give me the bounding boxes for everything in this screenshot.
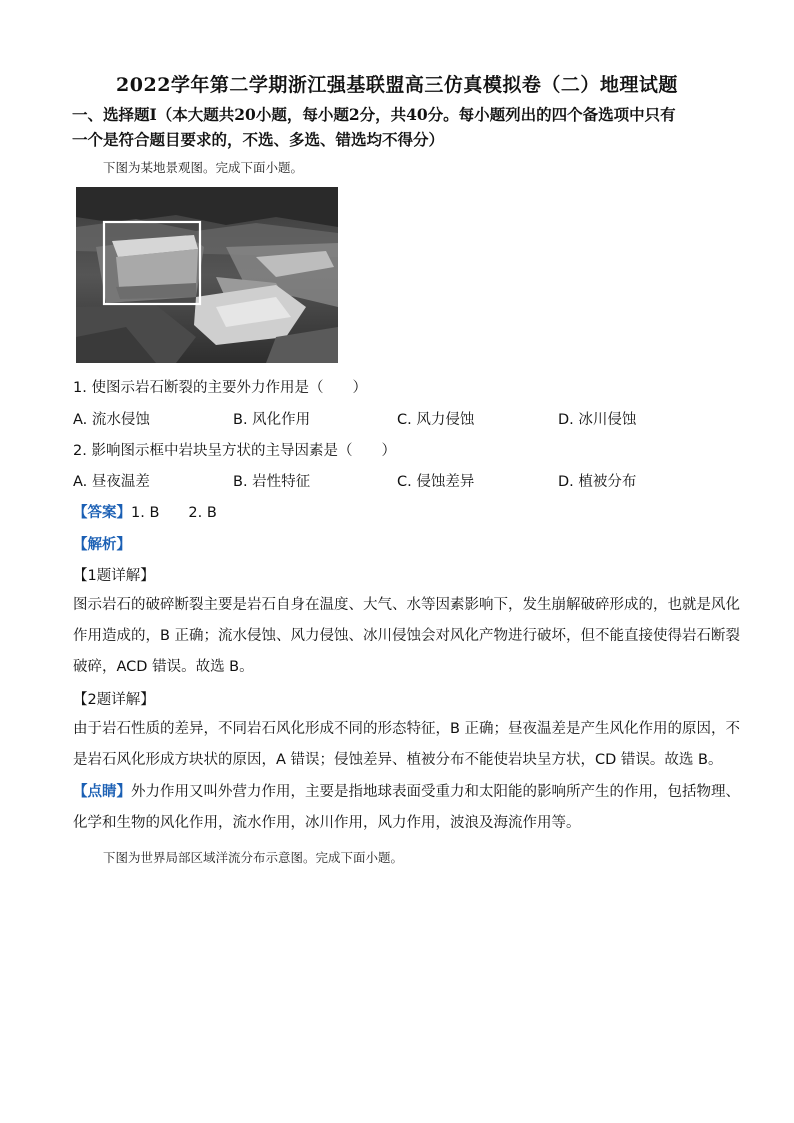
detail-1-line: 作用造成的，B 正确；流水侵蚀、风力侵蚀、冰川侵蚀会对风化产物进行破坏，但不能直接使得岩石断裂 (73, 628, 741, 644)
point-line-1 (73, 777, 740, 808)
question-1-option-b: B. 风化作用 (233, 412, 311, 428)
question-1-option-a: A. 流水侵蚀 (73, 412, 150, 428)
question-1-option-c: C. 风力侵蚀 (397, 412, 475, 428)
detail-2-label: 【2题详解】 (73, 692, 155, 708)
answer-line (73, 501, 217, 522)
question-1-stem: 1. 使图示岩石断裂的主要外力作用是（ ） (73, 380, 367, 396)
point-label: 【点睛】 (73, 784, 131, 800)
answer-text: 1. B 2. B (131, 505, 217, 521)
detail-2-text (73, 714, 741, 776)
figure-intro: 下图为某地景观图。完成下面小题。 (103, 160, 304, 175)
landscape-photo (76, 187, 338, 363)
question-2-option-d: D. 植被分布 (558, 474, 637, 490)
detail-2-line: 由于岩石性质的差异，不同岩石风化形成不同的形态特征，B 正确；昼夜温差是产生风化作用的原因，不 (73, 721, 741, 737)
section-instructions (72, 102, 732, 152)
question-2-option-c: C. 侵蚀差异 (397, 474, 475, 490)
point-text-1: 外力作用又叫外营力作用，主要是指地球表面受重力和太阳能的影响所产生的作用，包括物理、 (131, 784, 740, 800)
question-2-option-a: A. 昼夜温差 (73, 474, 150, 490)
detail-1-label: 【1题详解】 (73, 568, 155, 584)
analysis-label: 【解析】 (73, 537, 131, 553)
detail-1-line: 破碎，ACD 错误。故选 B。 (73, 659, 254, 675)
detail-2-line: 是岩石风化形成方块状的原因，A 错误；侵蚀差异、植被分布不能使岩块呈方状，CD 错误。故选 B。 (73, 752, 723, 768)
question-2-option-b: B. 岩性特征 (233, 474, 311, 490)
figure-intro-2: 下图为世界局部区域洋流分布示意图。完成下面小题。 (103, 850, 404, 865)
point-line-2: 化学和生物的风化作用，流水作用，冰川作用，风力作用，波浪及海流作用等。 (73, 815, 581, 831)
question-1-option-d: D. 冰川侵蚀 (558, 412, 637, 428)
question-2-stem: 2. 影响图示框中岩块呈方状的主导因素是（ ） (73, 443, 396, 459)
detail-1-line: 图示岩石的破碎断裂主要是岩石自身在温度、大气、水等因素影响下，发生崩解破碎形成的，也就是风化 (73, 597, 740, 613)
point-block (73, 777, 740, 839)
section-line-2: 一个是符合题目要求的，不选、多选、错选均不得分） (72, 130, 445, 149)
section-line-1: 一、选择题Ⅰ（本大题共20小题，每小题2分，共40分。每小题列出的四个备选项中只有 (72, 105, 676, 124)
detail-1-text (73, 590, 741, 683)
exam-title: 2022学年第二学期浙江强基联盟高三仿真模拟卷（二）地理试题 (116, 74, 678, 96)
answer-label: 【答案】 (73, 505, 131, 521)
